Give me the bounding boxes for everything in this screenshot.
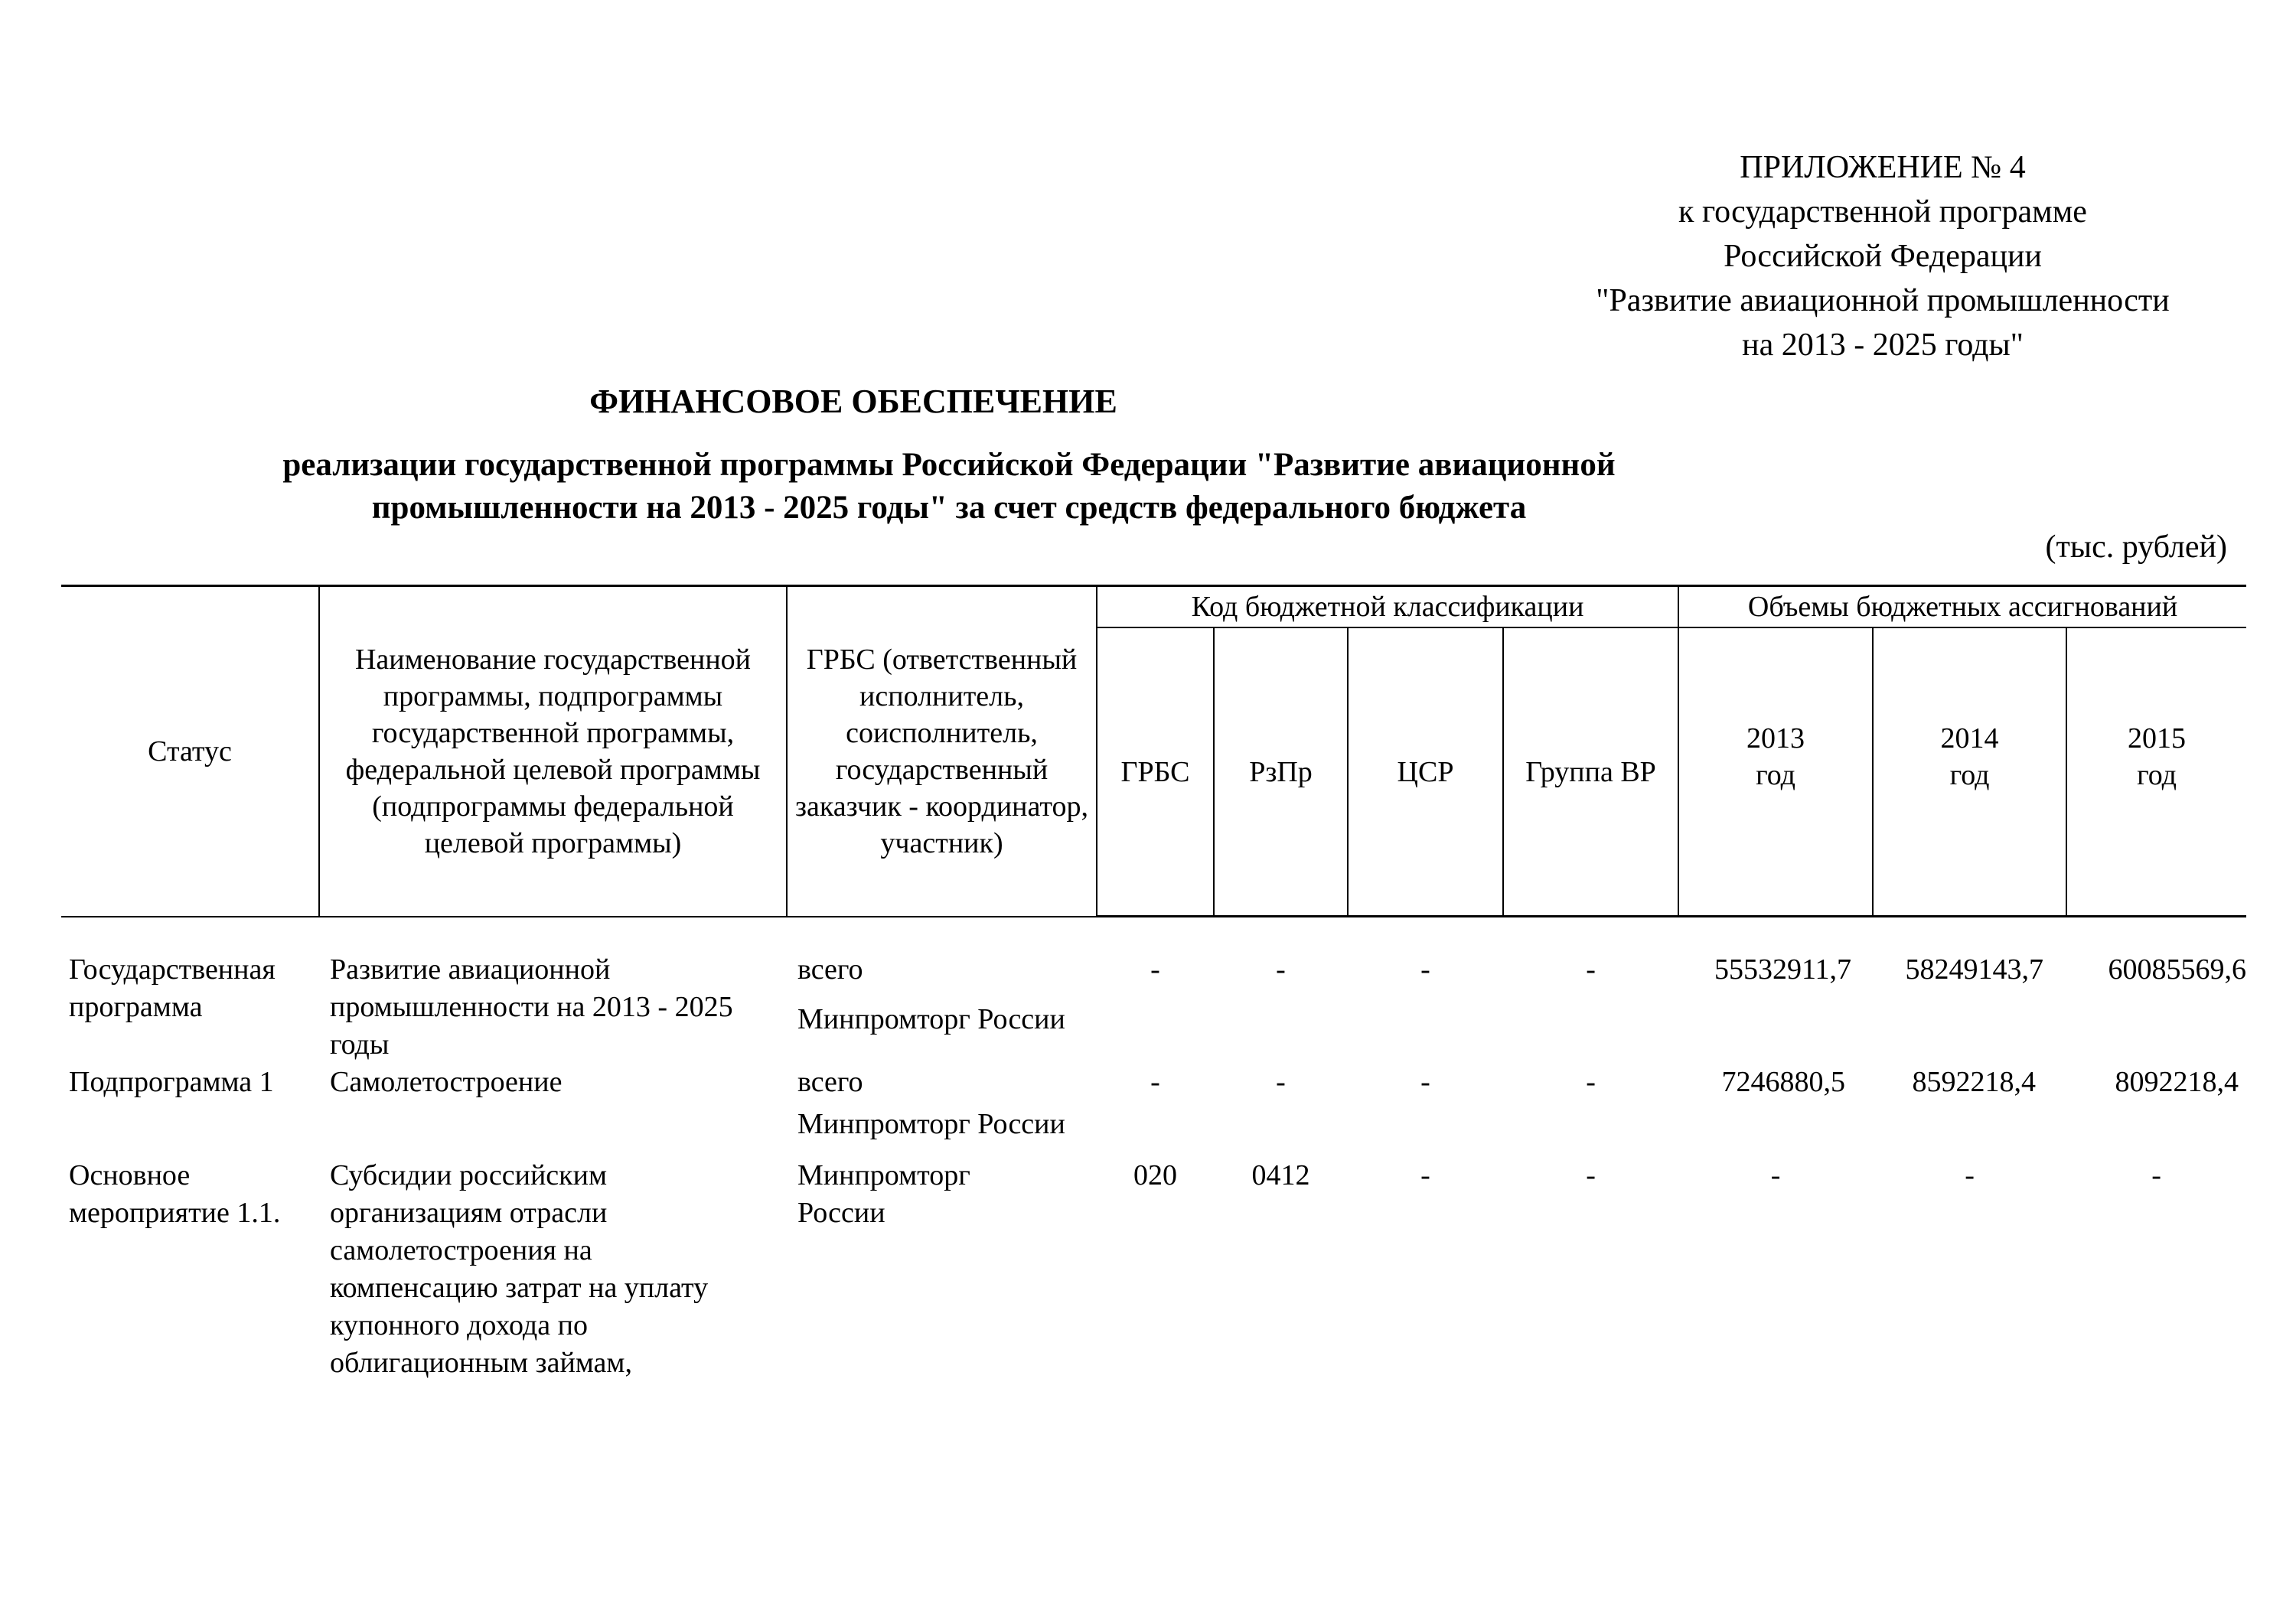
financing-table bbox=[61, 585, 2246, 1382]
appendix-line: Российской Федерации bbox=[1724, 239, 2042, 274]
cell-name: Развитие авиационной промышленности на 2013 - 2025 годы bbox=[330, 953, 733, 1061]
year-2013-label: 2013 год bbox=[1746, 722, 1805, 791]
header-year-2013 bbox=[1678, 627, 1873, 917]
subtitle-line: реализации государственной программы Российской Федерации "Развитие авиационной bbox=[282, 447, 1616, 483]
cell-group-vr: - bbox=[1586, 1066, 1596, 1098]
cell-grbs: - bbox=[1150, 953, 1160, 986]
cell-status: Государственная программа bbox=[69, 953, 276, 1023]
appendix-header bbox=[1515, 145, 2250, 367]
header-budget-volume-group: Объемы бюджетных ассигнований bbox=[1678, 586, 2246, 628]
cell-2015: 8092218,4 bbox=[2115, 1066, 2239, 1098]
cell-responsible: всего bbox=[797, 953, 863, 986]
header-year-2015 bbox=[2066, 627, 2246, 917]
cell-2013: 7246880,5 bbox=[1721, 1066, 1846, 1098]
cell-2013: 55532911,7 bbox=[1714, 953, 1852, 986]
cell-2015: 60085569,6 bbox=[2108, 953, 2247, 986]
cell-2014: 8592218,4 bbox=[1912, 1066, 2037, 1098]
cell-csr: - bbox=[1420, 953, 1430, 986]
document-subtitle bbox=[230, 444, 1668, 530]
cell-grbs: 020 bbox=[1133, 1159, 1177, 1191]
cell-csr: - bbox=[1420, 1159, 1430, 1191]
cell-name: Субсидии российским организациям отрасли самолетостроения на компенсацию затрат на уплату купонного дохода по облигационным займам, bbox=[330, 1159, 709, 1379]
table-row bbox=[61, 1157, 2246, 1382]
cell-rzpr: - bbox=[1276, 1066, 1286, 1098]
cell-status: Основное мероприятие 1.1. bbox=[69, 1159, 281, 1229]
year-2015-label: 2015 год bbox=[2128, 722, 2187, 791]
cell-rzpr: 0412 bbox=[1251, 1159, 1310, 1191]
cell-csr: - bbox=[1420, 1066, 1430, 1098]
cell-responsible: Минпромторг России bbox=[797, 1003, 1065, 1036]
year-2014-label: 2014 год bbox=[1940, 722, 1999, 791]
header-grbs: ГРБС bbox=[1097, 627, 1214, 917]
cell-status: Подпрограмма 1 bbox=[69, 1066, 274, 1098]
cell-rzpr: - bbox=[1276, 953, 1286, 986]
table-row bbox=[61, 951, 2246, 996]
header-csr: ЦСР bbox=[1348, 627, 1503, 917]
cell-responsible: Минпромторг России bbox=[797, 1159, 970, 1229]
header-group-vr: Группа ВР bbox=[1503, 627, 1678, 917]
cell-responsible: Минпромторг России bbox=[797, 1108, 1065, 1140]
cell-responsible: всего bbox=[797, 1066, 863, 1098]
appendix-line: на 2013 - 2025 годы" bbox=[1742, 328, 2024, 363]
header-status: Статус bbox=[61, 586, 319, 917]
subtitle-line: промышленности на 2013 - 2025 годы" за счет средств федерального бюджета bbox=[371, 490, 1527, 526]
cell-2014: - bbox=[1965, 1159, 1975, 1191]
cell-group-vr: - bbox=[1586, 1159, 1596, 1191]
units-label: (тыс. рублей) bbox=[2045, 530, 2227, 565]
cell-group-vr: - bbox=[1586, 953, 1596, 986]
appendix-number: ПРИЛОЖЕНИЕ № 4 bbox=[1740, 150, 2026, 185]
header-budget-code-group: Код бюджетной классификации bbox=[1097, 586, 1678, 628]
header-grbs-responsible: ГРБС (ответственный исполнитель, соисполнитель, государственный заказчик - координатор, участник) bbox=[787, 586, 1097, 917]
cell-2014: 58249143,7 bbox=[1905, 953, 2044, 986]
table-row bbox=[61, 1064, 2246, 1101]
header-rzpr: РзПр bbox=[1214, 627, 1348, 917]
cell-grbs: - bbox=[1150, 1066, 1160, 1098]
header-name: Наименование государственной программы, подпрограммы государственной программы, федеральной целевой программы (подпрограммы федеральной целевой программы) bbox=[319, 586, 787, 917]
header-year-2014 bbox=[1873, 627, 2066, 917]
appendix-line: "Развитие авиационной промышленности bbox=[1596, 283, 2170, 318]
document-title: ФИНАНСОВОЕ ОБЕСПЕЧЕНИЕ bbox=[589, 383, 1117, 420]
cell-2015: - bbox=[2151, 1159, 2161, 1191]
cell-2013: - bbox=[1770, 1159, 1781, 1191]
cell-name: Самолетостроение bbox=[330, 1066, 563, 1098]
appendix-line: к государственной программе bbox=[1678, 194, 2087, 230]
